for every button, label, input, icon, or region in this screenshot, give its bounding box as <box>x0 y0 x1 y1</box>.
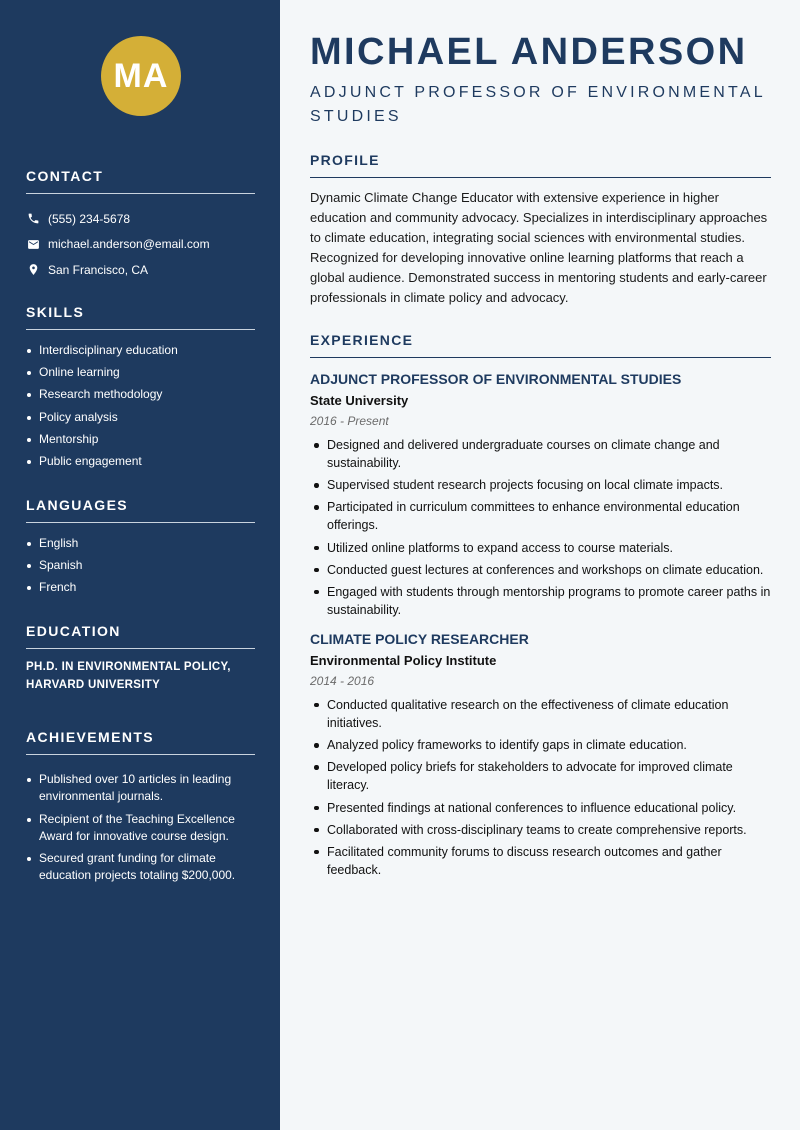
job-bullets <box>310 436 771 619</box>
job-bullet: Supervised student research projects focusing on local climate impacts. <box>310 476 771 494</box>
achievements-list <box>26 771 255 884</box>
job-bullet: Conducted guest lectures at conferences and workshops on climate education. <box>310 561 771 579</box>
skills-list <box>26 342 255 470</box>
skill-item: Policy analysis <box>26 409 255 426</box>
skill-item: Interdisciplinary education <box>26 342 255 359</box>
languages-heading: LANGUAGES <box>26 497 255 523</box>
location-pin-icon <box>26 263 40 277</box>
profile-text: Dynamic Climate Change Educator with extensive experience in higher education and community advocacy. Specializes in interdisciplinary approaches to climate education, integrating social sciences with environmental studies. Recognized for developing innovative online learning platforms that reach a global audience. Demonstrated success in mentoring students and early-career professionals in climate policy and advocacy. <box>310 190 768 305</box>
languages-list <box>26 535 255 596</box>
job-bullet: Conducted qualitative research on the effectiveness of climate education initiatives. <box>310 696 771 732</box>
candidate-name: MICHAEL ANDERSON <box>310 31 748 73</box>
achievements-section <box>26 729 255 890</box>
achievements-heading: ACHIEVEMENTS <box>26 729 255 755</box>
skill-item: Research methodology <box>26 386 255 403</box>
contact-list <box>26 206 255 283</box>
job-bullet: Analyzed policy frameworks to identify gaps in climate education. <box>310 736 771 754</box>
job-bullet: Collaborated with cross-disciplinary teams to create comprehensive reports. <box>310 821 771 839</box>
education-section <box>26 623 255 694</box>
phone-icon <box>26 212 40 226</box>
skills-section <box>26 304 255 475</box>
skill-item: Mentorship <box>26 431 255 448</box>
skill-item: Online learning <box>26 364 255 381</box>
job-dates: 2016 - Present <box>310 414 389 428</box>
language-item: English <box>26 535 255 552</box>
phone-text: (555) 234-5678 <box>48 211 131 226</box>
education-heading: EDUCATION <box>26 623 255 649</box>
job-bullet: Participated in curriculum committees to enhance environmental education offerings. <box>310 498 771 534</box>
email-icon <box>26 237 40 251</box>
job-bullet: Facilitated community forums to discuss research outcomes and gather feedback. <box>310 843 771 879</box>
job-bullet: Developed policy briefs for stakeholders to advocate for improved climate literacy. <box>310 758 771 794</box>
profile-heading: PROFILE <box>310 152 771 178</box>
job-entry <box>310 631 771 879</box>
job-entry <box>310 371 771 619</box>
avatar: MA <box>101 36 181 116</box>
contact-phone <box>26 206 255 232</box>
location-text: San Francisco, CA <box>48 262 149 277</box>
skills-heading: SKILLS <box>26 304 255 330</box>
job-bullet: Engaged with students through mentorship programs to promote career paths in sustainability. <box>310 583 771 619</box>
languages-section <box>26 497 255 602</box>
contact-location <box>26 257 255 283</box>
job-bullet: Designed and delivered undergraduate courses on climate change and sustainability. <box>310 436 771 472</box>
job-bullet: Utilized online platforms to expand access to course materials. <box>310 539 771 557</box>
job-bullet: Presented findings at national conferences to influence educational policy. <box>310 799 771 817</box>
language-item: Spanish <box>26 557 255 574</box>
language-item: French <box>26 579 255 596</box>
email-text: michael.anderson@email.com <box>48 237 210 252</box>
job-organization: State University <box>310 393 409 408</box>
contact-section <box>26 168 255 283</box>
job-title: CLIMATE POLICY RESEARCHER <box>310 630 529 647</box>
achievement-item: Secured grant funding for climate education projects totaling $200,000. <box>26 850 255 884</box>
achievement-item: Published over 10 articles in leading environmental journals. <box>26 771 255 805</box>
achievement-item: Recipient of the Teaching Excellence Award for innovative course design. <box>26 811 255 845</box>
job-title: ADJUNCT PROFESSOR OF ENVIRONMENTAL STUDIES <box>310 371 682 387</box>
contact-email <box>26 232 255 258</box>
experience-heading: EXPERIENCE <box>310 332 771 358</box>
skill-item: Public engagement <box>26 453 255 470</box>
candidate-title: ADJUNCT PROFESSOR OF ENVIRONMENTAL STUDIES <box>310 84 766 125</box>
education-degree: PH.D. IN ENVIRONMENTAL POLICY, HARVARD UNIVERSITY <box>26 661 231 691</box>
sidebar <box>0 0 280 1130</box>
contact-heading: CONTACT <box>26 168 255 194</box>
job-bullets <box>310 696 771 879</box>
job-dates: 2014 - 2016 <box>310 673 375 688</box>
profile-section <box>310 152 771 308</box>
job-organization: Environmental Policy Institute <box>310 652 497 668</box>
experience-section <box>310 332 771 883</box>
